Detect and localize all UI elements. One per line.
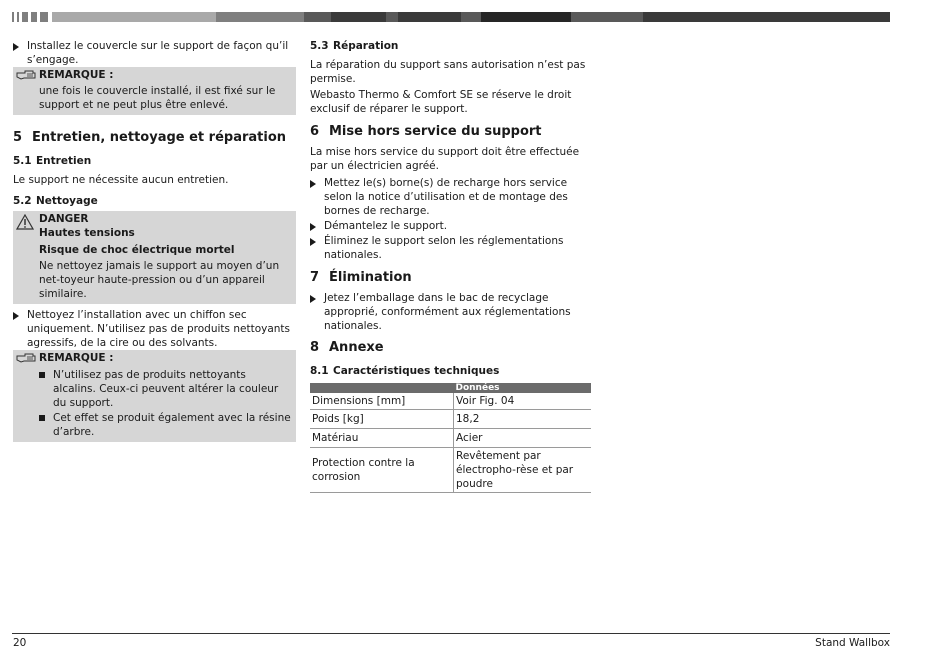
section-6-title: Mise hors service du support bbox=[329, 124, 542, 139]
note-title: REMARQUE : bbox=[39, 352, 114, 364]
danger-subtitle: Hautes tensions bbox=[39, 227, 135, 239]
tech-specs-table bbox=[310, 383, 591, 493]
pointing-hand-icon bbox=[16, 69, 36, 80]
section-5-1-text: Le support ne nécessite aucun entretien. bbox=[13, 174, 229, 186]
page-number: 20 bbox=[13, 637, 27, 649]
danger-box bbox=[13, 211, 296, 304]
section-5-2-heading bbox=[13, 194, 296, 208]
table-cell: Protection contre la corrosion bbox=[310, 448, 454, 493]
section-5-heading bbox=[13, 130, 296, 146]
warning-triangle-icon bbox=[16, 214, 34, 230]
section-8-heading bbox=[310, 340, 591, 356]
section-5-3-number: 5.3 bbox=[310, 40, 329, 52]
section-5-2-number: 5.2 bbox=[13, 195, 32, 207]
intro-bullet: Installez le couvercle sur le support de façon qu’il s’engage. bbox=[13, 39, 296, 67]
footer-divider bbox=[12, 633, 890, 634]
pointing-hand-icon bbox=[16, 352, 36, 363]
section-6-bullet: Mettez le(s) borne(s) de recharge hors service selon la notice d’utilisation et de montage des bornes de recharge. bbox=[310, 176, 591, 218]
section-6-bullet: Éliminez le support selon les réglementations nationales. bbox=[310, 234, 591, 262]
right-column bbox=[310, 37, 591, 493]
table-cell: Dimensions [mm] bbox=[310, 393, 454, 410]
section-6-heading bbox=[310, 124, 591, 140]
table-cell: Voir Fig. 04 bbox=[454, 393, 592, 410]
note-list-item: N’utilisez pas de produits nettoyants alcalins. Ceux-ci peuvent altérer la couleur du support. bbox=[39, 368, 292, 410]
section-5-1-heading bbox=[13, 154, 296, 168]
table-row bbox=[310, 429, 591, 448]
danger-title: DANGER bbox=[39, 213, 89, 225]
section-5-title: Entretien, nettoyage et réparation bbox=[32, 130, 287, 145]
section-6-bullet: Démantelez le support. bbox=[310, 219, 591, 233]
document-title: Stand Wallbox bbox=[815, 637, 890, 649]
table-header-cell bbox=[310, 383, 454, 393]
table-cell: Revêtement par électropho-rèse et par poudre bbox=[454, 448, 592, 493]
section-8-title: Annexe bbox=[329, 340, 384, 355]
section-5-2-title: Nettoyage bbox=[36, 195, 98, 207]
table-cell: Poids [kg] bbox=[310, 410, 454, 429]
table-row bbox=[310, 393, 591, 410]
clean-bullet: Nettoyez l’installation avec un chiffon sec uniquement. N’utilisez pas de produits nettoyants agressifs, de la cire ou des solvants. bbox=[13, 308, 296, 350]
section-5-3-heading bbox=[310, 39, 591, 53]
section-6-number: 6 bbox=[310, 124, 320, 139]
table-row bbox=[310, 410, 591, 429]
section-6-text: La mise hors service du support doit être effectuée par un électricien agréé. bbox=[310, 146, 580, 172]
section-5-number: 5 bbox=[13, 130, 23, 145]
section-7-bullet: Jetez l’emballage dans le bac de recyclage approprié, conformément aux réglementations nationales. bbox=[310, 291, 591, 333]
section-5-3-paragraph-1: La réparation du support sans autorisation n’est pas permise. bbox=[310, 59, 586, 85]
table-header-row bbox=[310, 383, 591, 393]
note-box-cover bbox=[13, 67, 296, 115]
section-5-3-title: Réparation bbox=[333, 40, 399, 52]
section-5-1-title: Entretien bbox=[36, 155, 92, 167]
danger-text: Ne nettoyez jamais le support au moyen d’un net-toyeur haute-pression ou d’un appareil similaire. bbox=[39, 260, 280, 300]
note-list-item: Cet effet se produit également avec la résine d’arbre. bbox=[39, 411, 292, 439]
table-row bbox=[310, 448, 591, 493]
left-column bbox=[13, 37, 296, 442]
header-bar bbox=[12, 12, 890, 22]
section-8-1-title: Caractéristiques techniques bbox=[333, 365, 500, 377]
table-cell: 18,2 bbox=[454, 410, 592, 429]
note-title: REMARQUE : bbox=[39, 69, 114, 81]
section-8-1-heading bbox=[310, 364, 591, 378]
section-5-1-number: 5.1 bbox=[13, 155, 32, 167]
section-5-3-paragraph-2: Webasto Thermo & Comfort SE se réserve le droit exclusif de réparer le support. bbox=[310, 89, 572, 115]
section-7-title: Élimination bbox=[329, 270, 412, 285]
danger-risk: Risque de choc électrique mortel bbox=[39, 244, 235, 256]
table-header-cell: Données bbox=[454, 383, 592, 393]
note-box-cleaning bbox=[13, 350, 296, 442]
table-cell: Matériau bbox=[310, 429, 454, 448]
section-8-1-number: 8.1 bbox=[310, 365, 329, 377]
section-7-number: 7 bbox=[310, 270, 320, 285]
note-text: une fois le couvercle installé, il est fixé sur le support et ne peut plus être enlevé. bbox=[39, 85, 276, 111]
section-7-heading bbox=[310, 270, 591, 286]
table-cell: Acier bbox=[454, 429, 592, 448]
section-8-number: 8 bbox=[310, 340, 320, 355]
